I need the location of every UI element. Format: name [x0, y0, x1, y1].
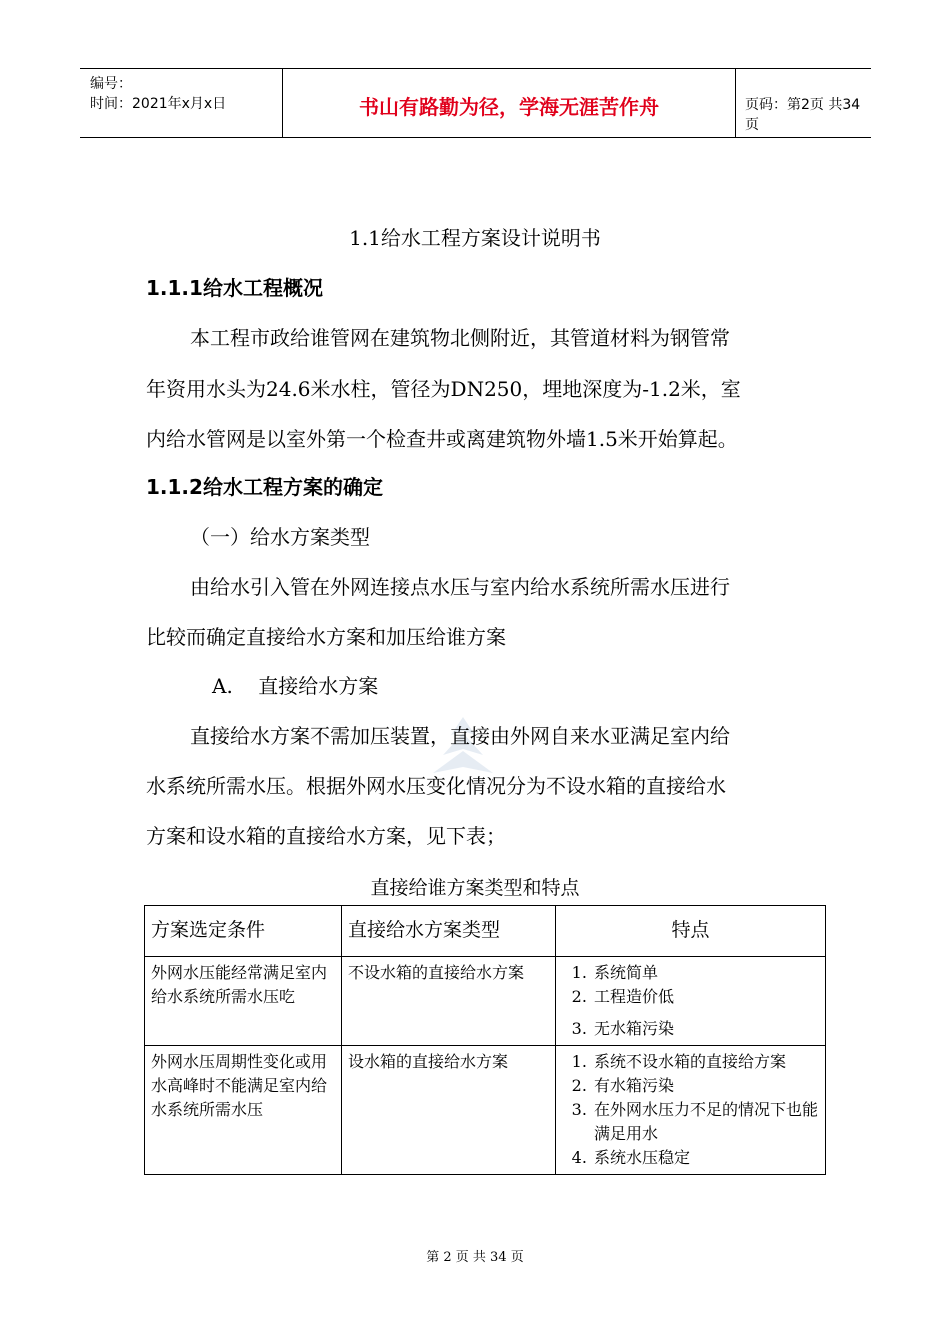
table-cell-type: 设水箱的直接给水方案: [342, 1046, 556, 1175]
table-row: [145, 957, 826, 1046]
page-footer: 第 2 页 共 34 页: [426, 1250, 524, 1265]
list-item: 2. 工程造价低: [592, 985, 819, 1009]
subheading: （一）给水方案类型: [190, 525, 370, 549]
paragraph-line: 年资用水头为24.6米水柱，管径为DN250，埋地深度为-1.2米，室: [146, 377, 741, 401]
paragraph-line: 比较而确定直接给水方案和加压给谁方案: [146, 625, 506, 649]
table-cell-features: [556, 1046, 826, 1175]
page-info: 页码：第2页 共34页: [745, 97, 861, 133]
item-a-heading: A. 直接给水方案: [212, 674, 379, 698]
list-item: 1. 系统简单: [592, 961, 819, 985]
number-label: 编号：: [90, 76, 132, 92]
feature-list: [562, 961, 819, 1041]
motto-text: 书山有路勤为径，学海无涯苦作舟: [359, 95, 659, 119]
date-label: 时间：2021年x月x日: [90, 96, 227, 112]
paragraph-line: 内给水管网是以室外第一个检查井或离建筑物外墙1.5米开始算起。: [146, 427, 738, 451]
table-cell-features: [556, 957, 826, 1046]
page-header: [80, 68, 871, 138]
list-item: 4. 系统水压稳定: [592, 1146, 819, 1170]
table-header-row: [145, 906, 826, 957]
table-caption: 直接给谁方案类型和特点: [370, 877, 580, 899]
paragraph-line: 直接给水方案不需加压装置，直接由外网自来水亚满足室内给: [190, 724, 730, 748]
column-header: 方案选定条件: [145, 906, 342, 957]
list-item: 3. 在外网水压力不足的情况下也能满足用水: [592, 1098, 819, 1146]
section-heading-1: 1.1.1给水工程概况: [146, 276, 323, 300]
column-header: 直接给水方案类型: [342, 906, 556, 957]
list-item: 2. 有水箱污染: [592, 1074, 819, 1098]
list-item: 1. 系统不设水箱的直接给方案: [592, 1050, 819, 1074]
table-cell-condition: 外网水压周期性变化或用水高峰时不能满足室内给水系统所需水压: [145, 1046, 342, 1175]
scheme-table: [144, 905, 826, 1175]
section-heading-2: 1.1.2给水工程方案的确定: [146, 475, 383, 499]
document-title: 1.1给水工程方案设计说明书: [349, 226, 601, 250]
column-header: 特点: [556, 906, 826, 957]
header-motto-cell: [282, 69, 736, 137]
paragraph-line: 由给水引入管在外网连接点水压与室内给水系统所需水压进行: [190, 575, 730, 599]
list-item: 3. 无水箱污染: [592, 1017, 819, 1041]
paragraph-line: 水系统所需水压。根据外网水压变化情况分为不设水箱的直接给水: [146, 774, 726, 798]
feature-list: [562, 1050, 819, 1170]
table-row: [145, 1046, 826, 1175]
paragraph-line: 本工程市政给谁管网在建筑物北侧附近，其管道材料为钢管常: [190, 326, 730, 350]
table-cell-condition: 外网水压能经常满足室内给水系统所需水压吃: [145, 957, 342, 1046]
paragraph-line: 方案和设水箱的直接给水方案，见下表；: [146, 824, 506, 848]
header-page-cell: [735, 69, 871, 137]
table-cell-type: 不设水箱的直接给水方案: [342, 957, 556, 1046]
header-meta: [80, 69, 282, 137]
